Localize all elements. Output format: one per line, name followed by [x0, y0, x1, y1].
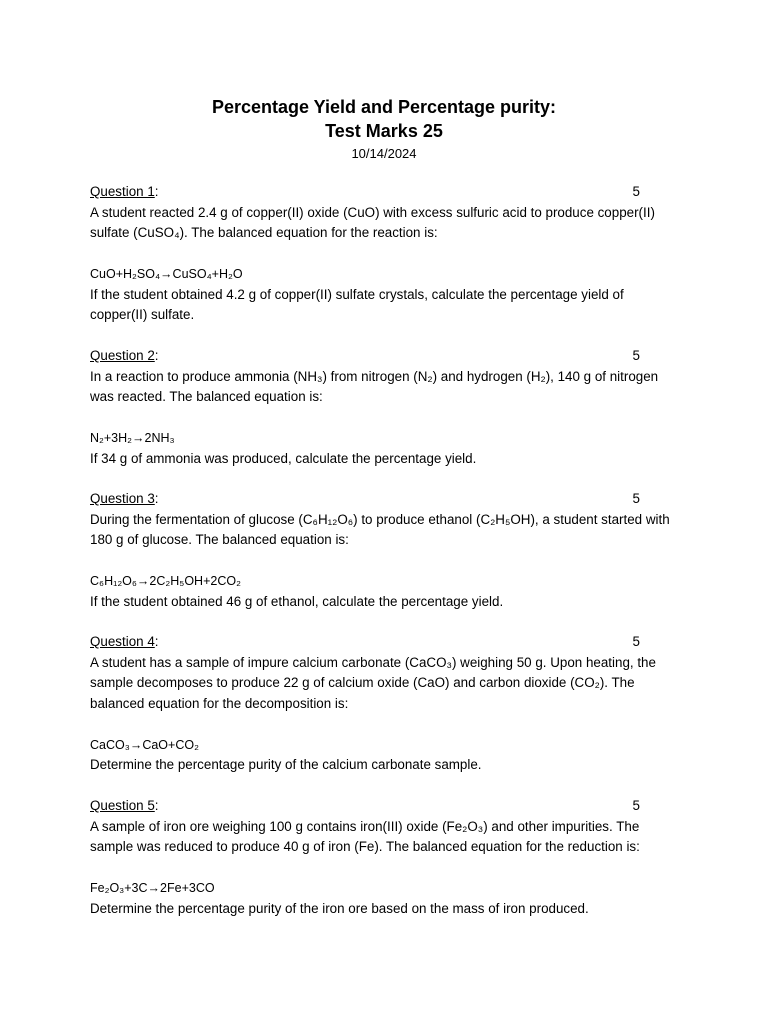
question-intro: A student has a sample of impure calcium carbonate (CaCO₃) weighing 50 g. Upon heating, the sample decomposes to produce 22 g of calcium oxide (CaO) and carbon dioxide (CO₂). The balanced equation for the decomposition is:: [90, 654, 656, 711]
question-header: Question 3: 5: [90, 489, 680, 510]
question-label: Question 3: [90, 491, 155, 506]
question-1: [90, 182, 680, 326]
question-intro: A student reacted 2.4 g of copper(II) oxide (CuO) with excess sulfuric acid to produce copper(II) sulfate (CuSO₄). The balanced equation for the reaction is:: [90, 204, 655, 240]
question-header: Question 5: 5: [90, 796, 680, 817]
question-2: [90, 346, 680, 469]
question-task: Determine the percentage purity of the iron ore based on the mass of iron produced.: [90, 900, 589, 916]
question-header: Question 4: 5: [90, 632, 680, 653]
question-header: Question 1: 5: [90, 182, 680, 203]
balanced-equation: CuO+H₂SO₄→CuSO₄+H₂O: [90, 267, 243, 281]
question-task: If the student obtained 4.2 g of copper(II) sulfate crystals, calculate the percentage yield of copper(II) sulfate.: [90, 286, 624, 322]
question-intro: In a reaction to produce ammonia (NH₃) from nitrogen (N₂) and hydrogen (H₂), 140 g of nitrogen was reacted. The balanced equation is:: [90, 368, 659, 404]
balanced-equation: C₆H₁₂O₆→2C₂H₅OH+2CO₂: [90, 574, 241, 588]
question-5: [90, 796, 680, 919]
question-task: If the student obtained 46 g of ethanol, calculate the percentage yield.: [90, 593, 504, 609]
question-label: Question 1: [90, 184, 155, 199]
balanced-equation: CaCO₃→CaO+CO₂: [90, 737, 199, 752]
question-marks: 5: [632, 491, 640, 506]
question-marks: 5: [632, 634, 640, 649]
document-title: Percentage Yield and Percentage purity:: [211, 97, 557, 117]
question-task: If 34 g of ammonia was produced, calculate the percentage yield.: [90, 450, 477, 466]
question-label: Question 2: [90, 348, 155, 363]
question-label: Question 5: [90, 798, 155, 813]
balanced-equation: N₂+3H₂→2NH₃: [90, 431, 175, 445]
question-marks: 5: [632, 798, 640, 813]
question-intro: A sample of iron ore weighing 100 g contains iron(III) oxide (Fe₂O₃) and other impurities. The sample was reduced to produce 40 g of iron (Fe). The balanced equation for the reduction is:: [90, 818, 640, 854]
balanced-equation: Fe₂O₃+3C→2Fe+3CO: [90, 881, 215, 895]
question-header: Question 2: 5: [90, 346, 680, 367]
question-marks: 5: [632, 348, 640, 363]
question-label: Question 4: [90, 634, 155, 649]
document-date: 10/14/2024: [351, 146, 417, 161]
question-intro: During the fermentation of glucose (C₆H₁₂O₆) to produce ethanol (C₂H₅OH), a student started with 180 g of glucose. The balanced equation is:: [90, 511, 670, 547]
question-task: Determine the percentage purity of the calcium carbonate sample.: [90, 757, 482, 772]
question-4: [90, 632, 680, 776]
question-marks: 5: [632, 184, 640, 199]
question-3: [90, 489, 680, 612]
document-subtitle: Test Marks 25: [325, 121, 443, 141]
